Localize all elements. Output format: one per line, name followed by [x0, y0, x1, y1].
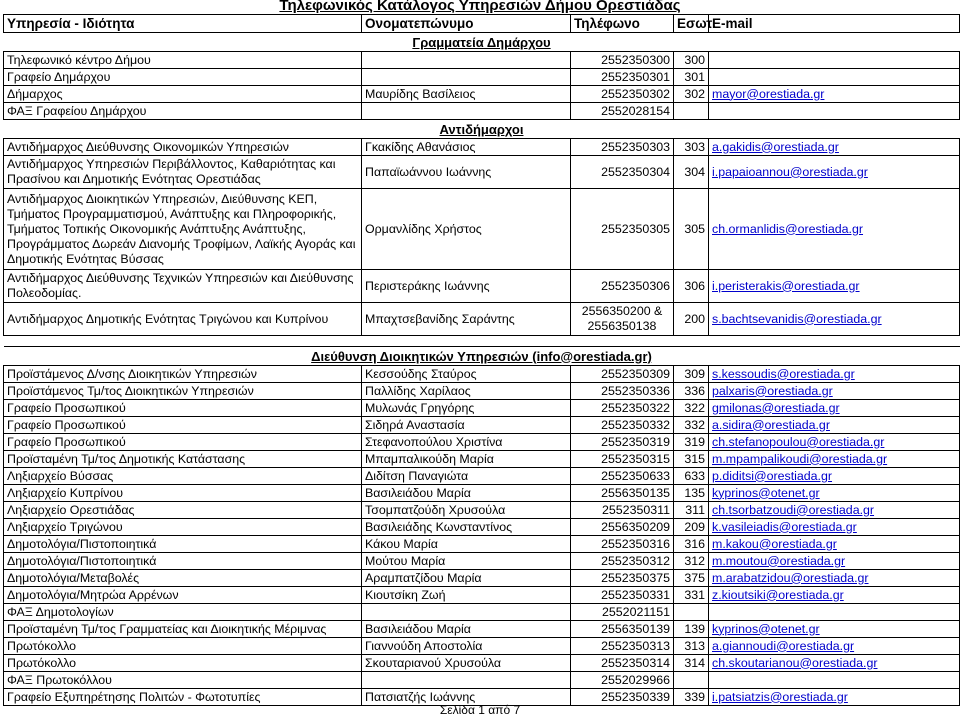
- cell-service: Αντιδήμαρχος Δημοτικής Ενότητας Τριγώνου και Κυπρίνου: [4, 303, 362, 336]
- email-link[interactable]: p.diditsi@orestiada.gr: [712, 468, 833, 483]
- cell-name: Κιουτσίκη Ζωή: [362, 587, 571, 604]
- cell-name: Σιδηρά Αναστασία: [362, 417, 571, 434]
- cell-name: Γκακίδης Αθανάσιος: [362, 139, 571, 156]
- cell-service: Δημοτολόγια/Πιστοποιητικά: [4, 536, 362, 553]
- cell-service: Αντιδήμαρχος Διοικητικών Υπηρεσιών, Διεύθυνσης ΚΕΠ, Τμήματος Προγραμματισμού, Ανάπτυξης και Πληροφορικής, Τμήματος Τοπικής Οικονομικής Ανάπτυξης Ανάπτυξης, Προγράμματος Δωρεάν Διανομής Τροφίμων, Λαϊκής Αγοράς και Δημοτικής Ενότητας Βύσσας: [4, 189, 362, 270]
- cell-phone: 2552350302: [571, 86, 674, 103]
- cell-ext: [674, 604, 709, 621]
- table-row: [4, 604, 960, 621]
- section-title: Αντιδήμαρχοι: [4, 120, 960, 139]
- table-row: [4, 553, 960, 570]
- cell-email: [709, 638, 960, 655]
- cell-ext: 306: [674, 270, 709, 303]
- cell-phone: 2552350306: [571, 270, 674, 303]
- email-link[interactable]: i.patsiatzis@orestiada.gr: [712, 689, 848, 704]
- cell-service: Προϊσταμένη Τμ/τος Δημοτικής Κατάστασης: [4, 451, 362, 468]
- section-header: [4, 120, 960, 139]
- cell-phone: 2552350332: [571, 417, 674, 434]
- email-link[interactable]: k.vasileiadis@orestiada.gr: [712, 519, 857, 534]
- cell-ext: [674, 103, 709, 120]
- header-row: [4, 15, 960, 33]
- cell-phone: 2556350135: [571, 485, 674, 502]
- cell-service: ΦΑΞ Δημοτολογίων: [4, 604, 362, 621]
- cell-ext: 313: [674, 638, 709, 655]
- email-link[interactable]: m.mpampalikoudi@orestiada.gr: [712, 451, 888, 466]
- email-link[interactable]: ch.skoutarianou@orestiada.gr: [712, 655, 878, 670]
- table-row: [4, 587, 960, 604]
- table-row: [4, 366, 960, 383]
- cell-name: Βασιλειάδου Μαρία: [362, 485, 571, 502]
- cell-ext: 302: [674, 86, 709, 103]
- email-link[interactable]: s.bachtsevanidis@orestiada.gr: [712, 311, 882, 326]
- table-row: [4, 139, 960, 156]
- email-link[interactable]: a.sidira@orestiada.gr: [712, 417, 830, 432]
- table-row: [4, 638, 960, 655]
- cell-phone: 2552350633: [571, 468, 674, 485]
- document-title: Τηλεφωνικός Κατάλογος Υπηρεσιών Δήμου Ορεστιάδας: [279, 0, 681, 14]
- cell-service: Δημοτολόγια/Πιστοποιητικά: [4, 553, 362, 570]
- table-row: [4, 655, 960, 672]
- cell-email: [709, 383, 960, 400]
- cell-ext: 315: [674, 451, 709, 468]
- table-row: [4, 468, 960, 485]
- table-row: [4, 451, 960, 468]
- cell-phone: 2552350314: [571, 655, 674, 672]
- cell-ext: 322: [674, 400, 709, 417]
- cell-name: Πατσιατζής Ιωάννης: [362, 689, 571, 706]
- cell-email: [709, 451, 960, 468]
- cell-name: Παλλίδης Χαρίλαος: [362, 383, 571, 400]
- cell-ext: 309: [674, 366, 709, 383]
- cell-service: Δήμαρχος: [4, 86, 362, 103]
- cell-service: Δημοτολόγια/Μητρώα Αρρένων: [4, 587, 362, 604]
- table-row: [4, 270, 960, 303]
- email-link[interactable]: a.gakidis@orestiada.gr: [712, 139, 839, 154]
- section-header: [4, 347, 960, 366]
- cell-email: [709, 366, 960, 383]
- cell-name: Ορμανλίδης Χρήστος: [362, 189, 571, 270]
- table-row: [4, 189, 960, 270]
- cell-phone: 2552350309: [571, 366, 674, 383]
- cell-email: [709, 485, 960, 502]
- cell-phone: 2552350336: [571, 383, 674, 400]
- section-header: [4, 33, 960, 52]
- cell-service: Προϊστάμενος Τμ/τος Διοικητικών Υπηρεσιών: [4, 383, 362, 400]
- email-link[interactable]: s.kessoudis@orestiada.gr: [712, 366, 855, 381]
- header-service: Υπηρεσία - Ιδιότητα: [4, 15, 362, 33]
- table-row: [4, 303, 960, 336]
- header-email: E-mail: [709, 15, 960, 33]
- cell-ext: 316: [674, 536, 709, 553]
- cell-email: [709, 270, 960, 303]
- cell-name: Βασιλειάδης Κωνσταντίνος: [362, 519, 571, 536]
- cell-service: Γραφείο Εξυπηρέτησης Πολιτών - Φωτοτυπίες: [4, 689, 362, 706]
- cell-phone: 2552029966: [571, 672, 674, 689]
- email-link[interactable]: m.kakou@orestiada.gr: [712, 536, 837, 551]
- table-row: [4, 672, 960, 689]
- cell-service: Τηλεφωνικό κέντρο Δήμου: [4, 52, 362, 69]
- email-link[interactable]: palxaris@orestiada.gr: [712, 383, 833, 398]
- cell-ext: 312: [674, 553, 709, 570]
- cell-ext: 139: [674, 621, 709, 638]
- cell-name: [362, 604, 571, 621]
- cell-phone: 2552350313: [571, 638, 674, 655]
- cell-service: Γραφείο Προσωπικού: [4, 400, 362, 417]
- cell-name: Μαυρίδης Βασίλειος: [362, 86, 571, 103]
- cell-email: [709, 417, 960, 434]
- cell-service: Ληξιαρχείο Κυπρίνου: [4, 485, 362, 502]
- cell-service: Ληξιαρχείο Τριγώνου: [4, 519, 362, 536]
- table-row: [4, 536, 960, 553]
- cell-phone: 2552350311: [571, 502, 674, 519]
- email-link[interactable]: m.moutou@orestiada.gr: [712, 553, 846, 568]
- cell-name: Τσομπατζούδη Χρυσούλα: [362, 502, 571, 519]
- cell-email: [709, 553, 960, 570]
- cell-email: [709, 139, 960, 156]
- cell-phone: 2552350301: [571, 69, 674, 86]
- cell-email: [709, 69, 960, 86]
- cell-phone: 2556350139: [571, 621, 674, 638]
- table-row: [4, 156, 960, 189]
- cell-phone: 2552350315: [571, 451, 674, 468]
- email-link[interactable]: ch.ormanlidis@orestiada.gr: [712, 221, 864, 236]
- cell-phone: 2552350305: [571, 189, 674, 270]
- cell-name: [362, 52, 571, 69]
- cell-service: Γραφείο Δημάρχου: [4, 69, 362, 86]
- cell-phone: 2552350312: [571, 553, 674, 570]
- cell-service: ΦΑΞ Πρωτοκόλλου: [4, 672, 362, 689]
- cell-phone: 2556350209: [571, 519, 674, 536]
- cell-email: [709, 502, 960, 519]
- cell-ext: 135: [674, 485, 709, 502]
- section-spacer: [4, 336, 960, 347]
- cell-ext: [674, 672, 709, 689]
- header-phone: Τηλέφωνο: [571, 15, 674, 33]
- cell-ext: 319: [674, 434, 709, 451]
- email-link[interactable]: kyprinos@otenet.gr: [712, 621, 820, 636]
- cell-service: Ληξιαρχείο Ορεστιάδας: [4, 502, 362, 519]
- email-link[interactable]: i.papaioannou@orestiada.gr: [712, 164, 868, 179]
- cell-ext: 304: [674, 156, 709, 189]
- cell-phone: 2552350319: [571, 434, 674, 451]
- header-name: Ονοματεπώνυμο: [362, 15, 571, 33]
- cell-name: Γιαννούδη Αποστολία: [362, 638, 571, 655]
- page-footer: Σελίδα 1 από 7: [439, 703, 521, 717]
- cell-name: Μούτου Μαρία: [362, 553, 571, 570]
- cell-ext: 336: [674, 383, 709, 400]
- cell-service: Αντιδήμαρχος Υπηρεσιών Περιβάλλοντος, Καθαριότητας και Πρασίνου και Δημοτικής Ενότητας Ορεστιάδας: [4, 156, 362, 189]
- cell-name: Μπαμπαλικούδη Μαρία: [362, 451, 571, 468]
- table-row: [4, 570, 960, 587]
- cell-phone: 2552028154: [571, 103, 674, 120]
- cell-name: Κεσσούδης Σταύρος: [362, 366, 571, 383]
- cell-phone: 2552350331: [571, 587, 674, 604]
- cell-ext: 200: [674, 303, 709, 336]
- cell-phone: 2552350339: [571, 689, 674, 706]
- table-row: [4, 383, 960, 400]
- cell-name: Αραμπατζίδου Μαρία: [362, 570, 571, 587]
- cell-name: Μπαχτσεβανίδης Σαράντης: [362, 303, 571, 336]
- cell-email: [709, 156, 960, 189]
- cell-service: Ληξιαρχείο Βύσσας: [4, 468, 362, 485]
- table-row: [4, 69, 960, 86]
- cell-email: [709, 103, 960, 120]
- cell-ext: 314: [674, 655, 709, 672]
- directory-table: [3, 14, 960, 706]
- cell-phone: 2552350304: [571, 156, 674, 189]
- cell-email: [709, 604, 960, 621]
- email-link[interactable]: kyprinos@otenet.gr: [712, 485, 820, 500]
- cell-name: Διδίτση Παναγιώτα: [362, 468, 571, 485]
- table-row: [4, 52, 960, 69]
- cell-ext: 339: [674, 689, 709, 706]
- cell-name: Σκουταριανού Χρυσούλα: [362, 655, 571, 672]
- cell-phone: 2552021151: [571, 604, 674, 621]
- cell-service: Αντιδήμαρχος Διεύθυνσης Τεχνικών Υπηρεσιών και Διεύθυνσης Πολεοδομίας.: [4, 270, 362, 303]
- table-row: [4, 502, 960, 519]
- cell-name: [362, 672, 571, 689]
- directory-body: [4, 15, 960, 706]
- cell-ext: 303: [674, 139, 709, 156]
- table-row: [4, 621, 960, 638]
- cell-service: ΦΑΞ Γραφείου Δημάρχου: [4, 103, 362, 120]
- cell-phone: 2552350375: [571, 570, 674, 587]
- cell-service: Αντιδήμαρχος Διεύθυνσης Οικονομικών Υπηρεσιών: [4, 139, 362, 156]
- cell-service: Γραφείο Προσωπικού: [4, 417, 362, 434]
- cell-email: [709, 468, 960, 485]
- cell-ext: 633: [674, 468, 709, 485]
- cell-name: [362, 69, 571, 86]
- email-link[interactable]: a.giannoudi@orestiada.gr: [712, 638, 855, 653]
- cell-name: [362, 103, 571, 120]
- cell-ext: 331: [674, 587, 709, 604]
- cell-ext: 305: [674, 189, 709, 270]
- cell-name: Βασιλειάδου Μαρία: [362, 621, 571, 638]
- cell-phone: 2556350200 & 2556350138: [571, 303, 674, 336]
- table-row: [4, 86, 960, 103]
- email-link[interactable]: ch.stefanopoulou@orestiada.gr: [712, 434, 885, 449]
- cell-email: [709, 587, 960, 604]
- cell-email: [709, 189, 960, 270]
- section-title: Διεύθυνση Διοικητικών Υπηρεσιών (info@orestiada.gr): [4, 347, 960, 366]
- cell-name: Κάκου Μαρία: [362, 536, 571, 553]
- cell-email: [709, 655, 960, 672]
- cell-email: [709, 672, 960, 689]
- cell-name: Περιστεράκης Ιωάννης: [362, 270, 571, 303]
- cell-ext: 301: [674, 69, 709, 86]
- table-row: [4, 519, 960, 536]
- cell-phone: 2552350316: [571, 536, 674, 553]
- cell-email: [709, 400, 960, 417]
- table-row: [4, 417, 960, 434]
- cell-phone: 2552350303: [571, 139, 674, 156]
- cell-ext: 375: [674, 570, 709, 587]
- cell-service: Δημοτολόγια/Μεταβολές: [4, 570, 362, 587]
- cell-name: Μυλωνάς Γρηγόρης: [362, 400, 571, 417]
- cell-ext: 311: [674, 502, 709, 519]
- header-ext: Εσωτ.: [674, 15, 709, 33]
- cell-ext: 300: [674, 52, 709, 69]
- cell-service: Πρωτόκολλο: [4, 638, 362, 655]
- cell-name: Παπαϊωάννου Ιωάννης: [362, 156, 571, 189]
- email-link[interactable]: mayor@orestiada.gr: [712, 86, 825, 101]
- cell-email: [709, 52, 960, 69]
- table-row: [4, 485, 960, 502]
- cell-service: Γραφείο Προσωπικού: [4, 434, 362, 451]
- email-link[interactable]: gmilonas@orestiada.gr: [712, 400, 840, 415]
- cell-email: [709, 519, 960, 536]
- email-link[interactable]: i.peristerakis@orestiada.gr: [712, 278, 860, 293]
- cell-service: Προϊστάμενος Δ/νσης Διοικητικών Υπηρεσιών: [4, 366, 362, 383]
- table-row: [4, 103, 960, 120]
- table-row: [4, 400, 960, 417]
- email-link[interactable]: z.kioutsiki@orestiada.gr: [712, 587, 844, 602]
- cell-email: [709, 570, 960, 587]
- cell-ext: 332: [674, 417, 709, 434]
- table-row: [4, 434, 960, 451]
- cell-email: [709, 536, 960, 553]
- cell-phone: 2552350300: [571, 52, 674, 69]
- cell-email: [709, 621, 960, 638]
- email-link[interactable]: m.arabatzidou@orestiada.gr: [712, 570, 869, 585]
- cell-ext: 209: [674, 519, 709, 536]
- cell-service: Προϊσταμένη Τμ/τος Γραμματείας και Διοικητικής Μέριμνας: [4, 621, 362, 638]
- cell-email: [709, 303, 960, 336]
- cell-email: [709, 86, 960, 103]
- section-title: Γραμματεία Δημάρχου: [4, 33, 960, 52]
- cell-email: [709, 434, 960, 451]
- cell-name: Στεφανοπούλου Χριστίνα: [362, 434, 571, 451]
- email-link[interactable]: ch.tsorbatzoudi@orestiada.gr: [712, 502, 875, 517]
- cell-phone: 2552350322: [571, 400, 674, 417]
- cell-service: Πρωτόκολλο: [4, 655, 362, 672]
